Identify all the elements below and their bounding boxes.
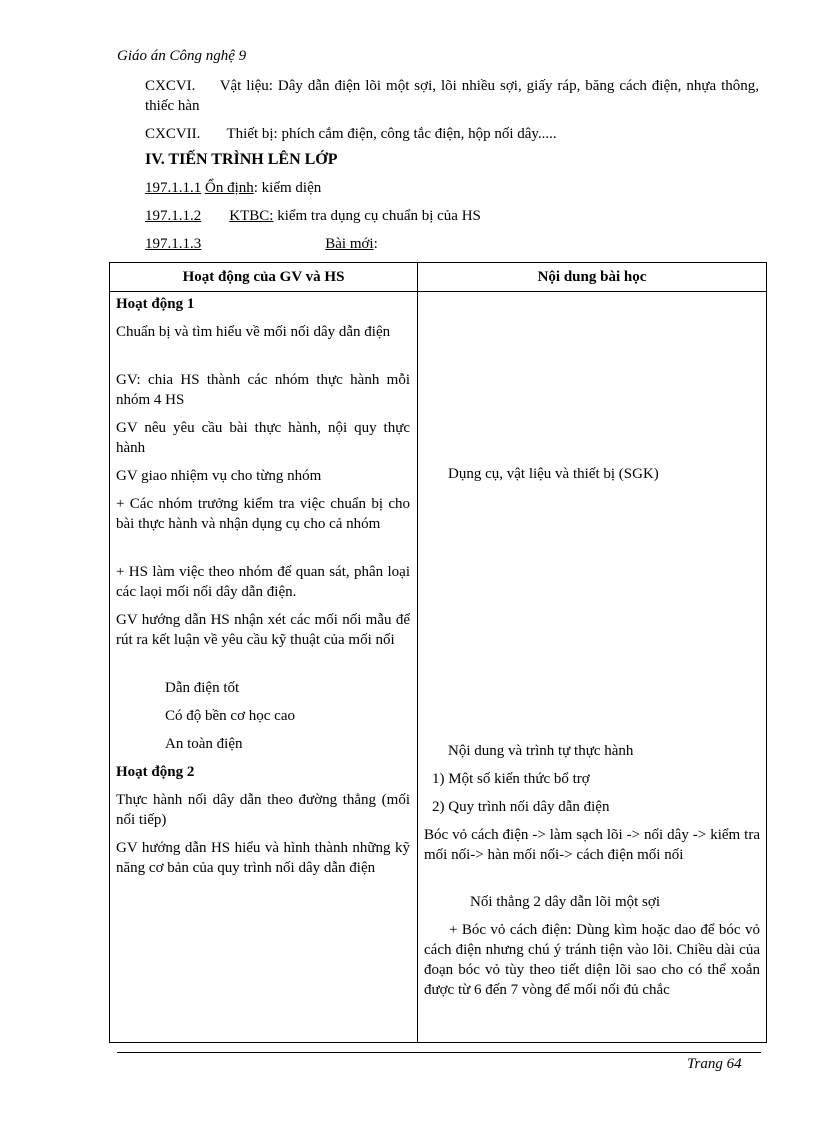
step-2-number: 197.1.1.2 bbox=[145, 208, 202, 224]
left-paragraph: GV hướng dẫn HS hiểu và hình thành những kỹ năng cơ bản của quy trình nối dây dẫn điện bbox=[116, 840, 410, 876]
equipment-label: CXCVII. bbox=[145, 126, 201, 142]
materials-line bbox=[145, 76, 759, 116]
step-2-label: KTBC: bbox=[229, 208, 274, 224]
step-3 bbox=[145, 236, 378, 253]
left-paragraph: GV hướng dẫn HS nhận xét các mối nối mẫu để rút ra kết luận về yêu cầu kỹ thuật của mối nối bbox=[116, 612, 410, 648]
step-1-number: 197.1.1.1 bbox=[145, 180, 202, 196]
requirement-item: An toàn điện bbox=[165, 736, 243, 752]
materials-label: CXCVI. bbox=[145, 78, 196, 94]
section-title: IV. TIẾN TRÌNH LÊN LỚP bbox=[145, 151, 338, 168]
step-1-label: Ổn định bbox=[205, 180, 254, 196]
lesson-table bbox=[109, 262, 767, 1043]
tools-note: Dụng cụ, vật liệu và thiết bị (SGK) bbox=[448, 466, 659, 482]
left-paragraph: Thực hành nối dây dẫn theo đường thẳng (mối nối tiếp) bbox=[116, 792, 410, 828]
step-3-label: Bài mới bbox=[325, 236, 374, 252]
left-paragraph: + Các nhóm trưởng kiểm tra việc chuẩn bị cho bài thực hành và nhận dụng cụ cho cả nhóm bbox=[116, 496, 410, 532]
page-number: Trang 64 bbox=[687, 1056, 742, 1072]
list-item: 1) Một số kiến thức bổ trợ bbox=[432, 771, 590, 787]
practice-heading: Nội dung và trình tự thực hành bbox=[448, 743, 634, 759]
materials-text: Vật liệu: Dây dẫn điện lõi một sợi, lõi nhiều sợi, giấy ráp, băng cách điện, nhựa thông, thiếc hàn bbox=[145, 78, 759, 114]
requirement-item: Có độ bền cơ học cao bbox=[165, 708, 295, 724]
activities-cell bbox=[110, 292, 418, 1043]
left-paragraph: + HS làm việc theo nhóm để quan sát, phân loại các laọi mối nối dây dẫn điện. bbox=[116, 564, 410, 600]
document-header: Giáo án Công nghệ 9 bbox=[117, 48, 247, 64]
step-1-text: : kiểm diện bbox=[253, 180, 322, 196]
step-2 bbox=[145, 208, 481, 225]
step-3-number: 197.1.1.3 bbox=[145, 236, 202, 252]
step-1 bbox=[145, 180, 321, 197]
stripping-text: + Bóc vỏ cách điện: Dùng kìm hoặc dao để bóc vỏ cách điện nhưng chú ý tránh tiện vào lõi. Chiều dài của đoạn bóc vỏ tùy theo tiết diện lõi sao cho có thể xoắn được từ 6 đến 7 vòng để mối nối đủ chắc bbox=[424, 922, 760, 998]
equipment-text: Thiết bị: phích cắm điện, công tắc điện, hộp nối dây..... bbox=[226, 126, 557, 142]
left-paragraph: GV nêu yêu cầu bài thực hành, nội quy thực hành bbox=[116, 420, 410, 456]
equipment-line bbox=[145, 124, 759, 144]
requirement-item: Dẫn điện tốt bbox=[165, 680, 240, 696]
list-item: 2) Quy trình nối dây dẫn điện bbox=[432, 799, 610, 815]
activity-1-title: Hoạt động 1 bbox=[116, 296, 195, 312]
left-paragraph: Chuẩn bị và tìm hiểu về mối nối dây dẫn điện bbox=[116, 324, 391, 340]
subsection-heading: Nối thẳng 2 dây dẫn lõi một sợi bbox=[470, 894, 660, 910]
process-text: Bóc vỏ cách điện -> làm sạch lõi -> nối dây -> kiểm tra mối nối-> hàn mối nối-> cách điện mối nối bbox=[424, 827, 760, 863]
header-content: Nội dung bài học bbox=[418, 263, 767, 292]
left-paragraph: GV giao nhiệm vụ cho từng nhóm bbox=[116, 468, 322, 484]
left-paragraph: GV: chia HS thành các nhóm thực hành mỗi nhóm 4 HS bbox=[116, 372, 410, 408]
content-cell bbox=[418, 292, 767, 1043]
activity-2-title: Hoạt động 2 bbox=[116, 764, 195, 780]
step-2-text: kiểm tra dụng cụ chuẩn bị của HS bbox=[273, 208, 481, 224]
header-activities: Hoạt động của GV và HS bbox=[110, 263, 418, 292]
footer-divider bbox=[117, 1052, 761, 1053]
step-3-text: : bbox=[373, 236, 378, 252]
